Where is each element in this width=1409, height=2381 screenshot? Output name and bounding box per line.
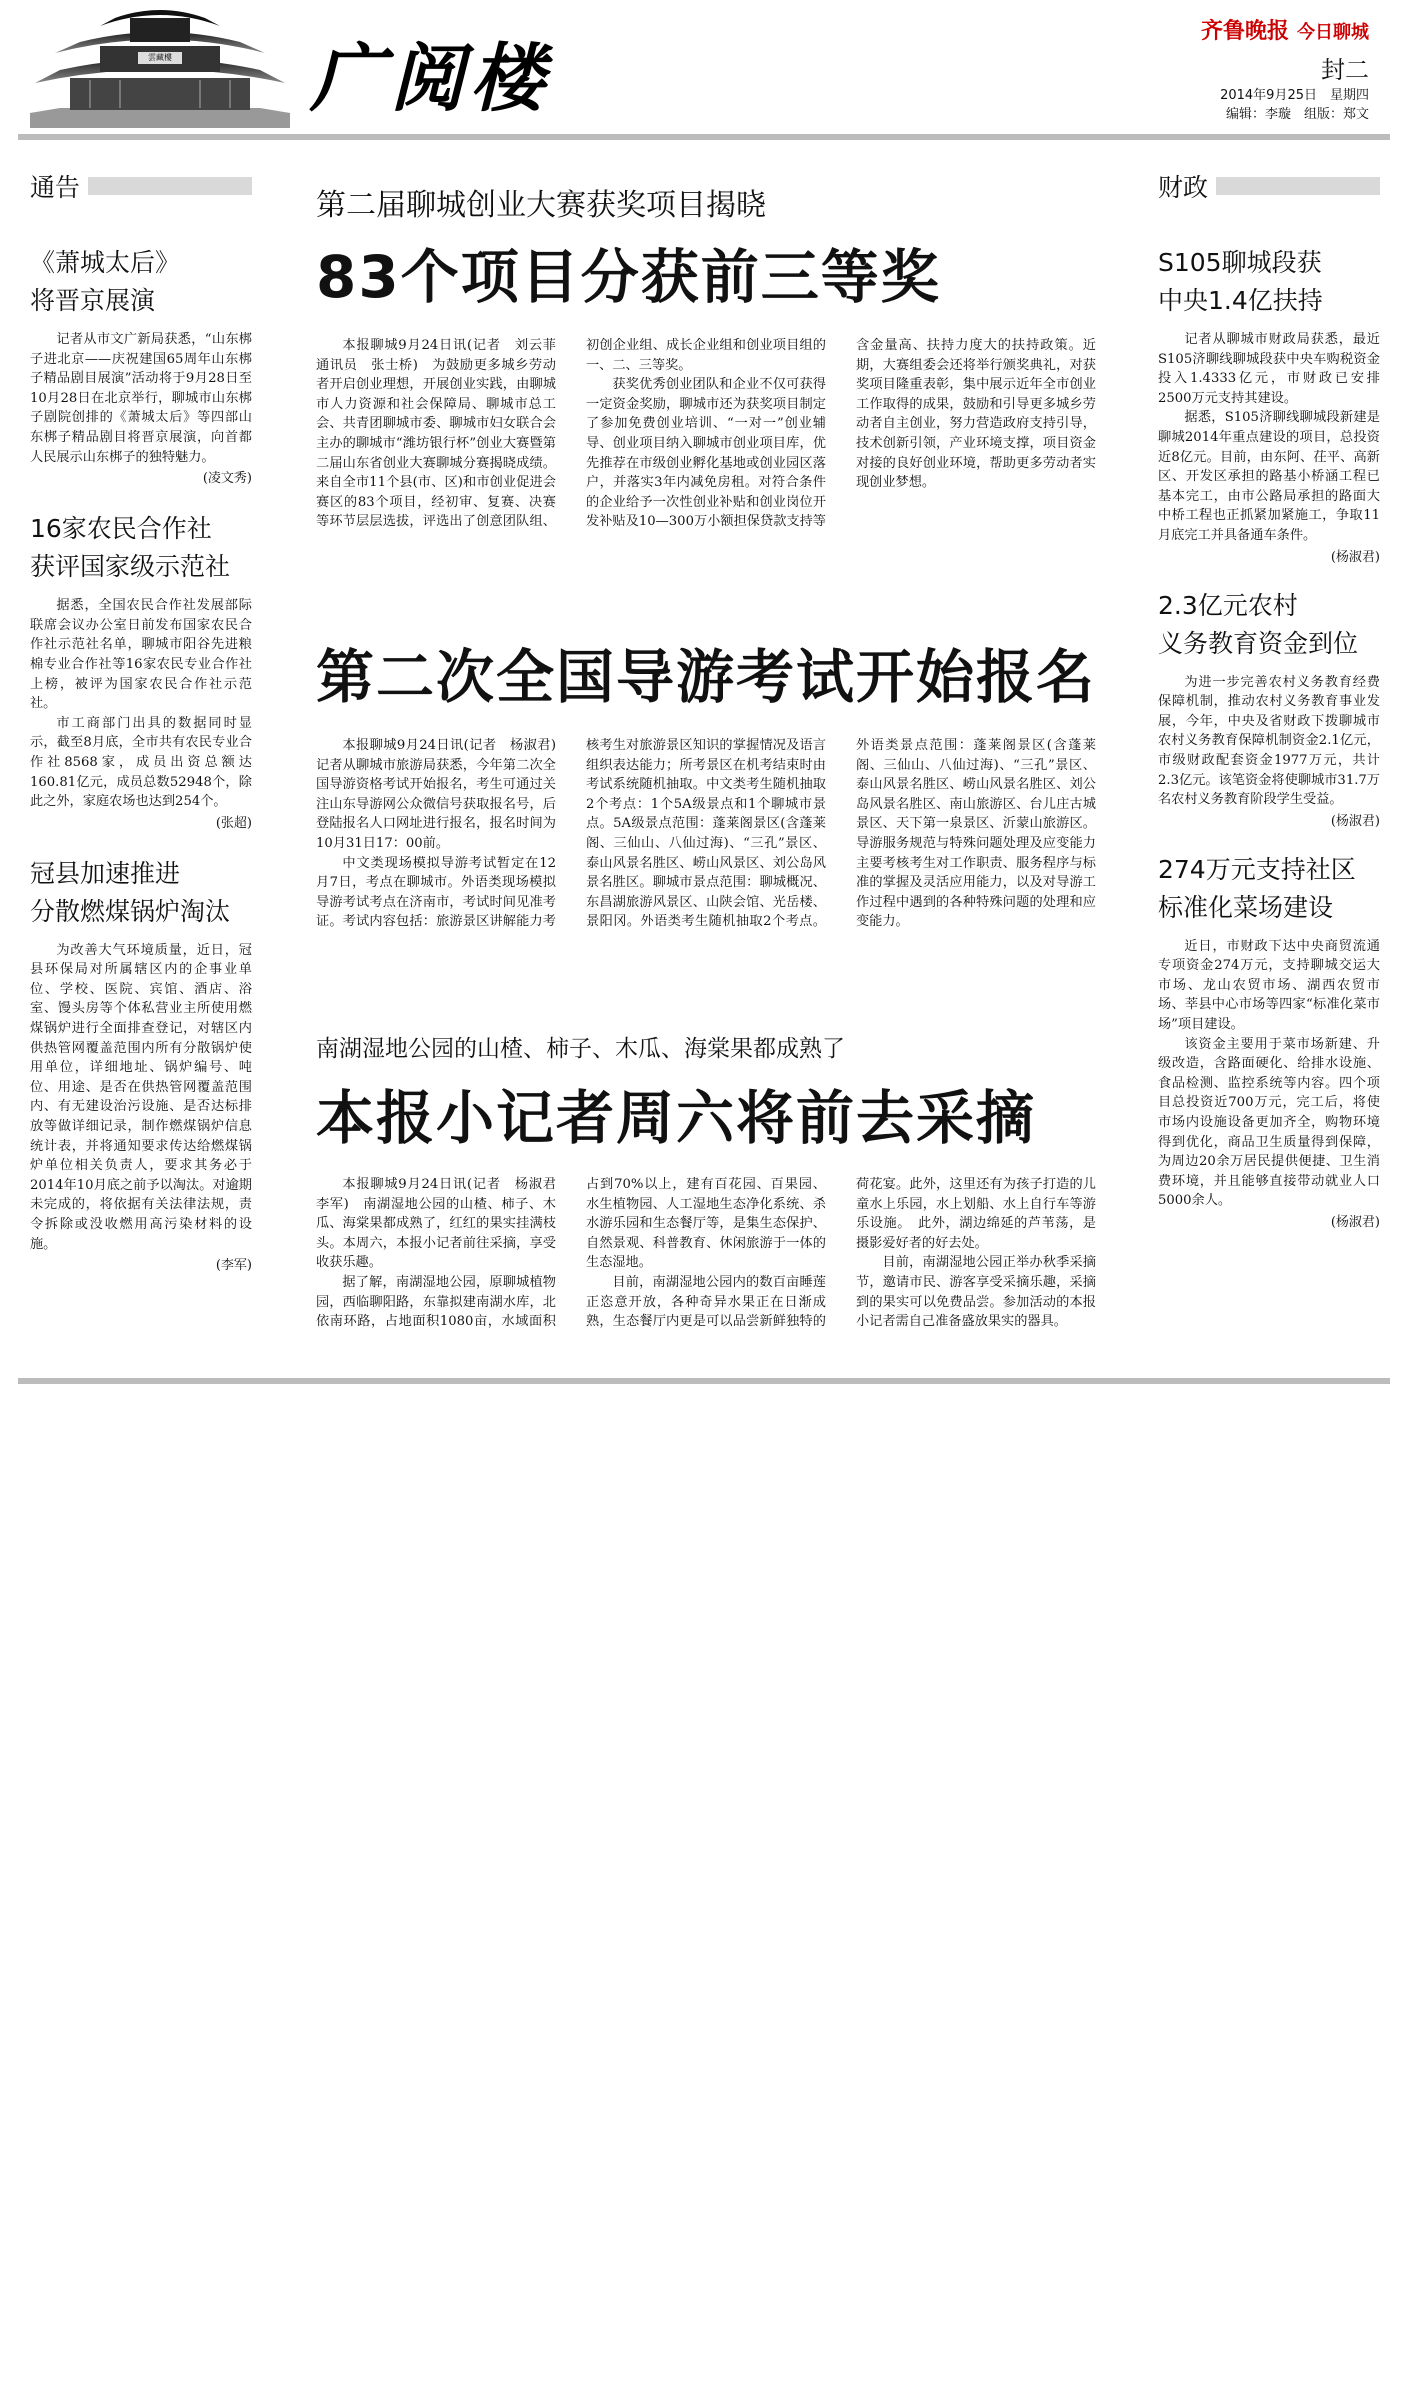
issue-date: 2014年9月25日 星期四 [1220, 88, 1369, 103]
story-body: 本报聊城9月24日讯(记者 杨淑君) 记者从聊城市旅游局获悉，今年第二次全国导游资格考试开始报名，考生可通过关注山东导游网公众微信号获取报名号，后登陆报名人口网址进行报名，报名时间为10月31日17：00前。 中文类现场模拟导游考试暂定在12月7日，考点在聊城市。外语类现场模拟导游考试考点在济南市，考试时间见准考证。考试内容包括：旅游景区讲解能力考核考生对旅游景区知识的掌握情况及语言组织表达能力；所考景区在机考结束时由考试系统随机抽取。中文类考生随机抽取2个考点：1个5A级景点和1个聊城市景点。5A级景点范围：蓬莱阁景区(含蓬莱阁、三仙山、八仙过海)、“三孔”景区、泰山风景名胜区、崂山风景区、刘公岛风景名胜区。聊城市景点范围：聊城概况、东昌湖旅游风景区、山陕会馆、光岳楼、景阳冈。外语类考生随机抽取2个考点。外语类景点范围：蓬莱阁景区(含蓬莱阁、三仙山、八仙过海)、“三孔”景区、泰山风景名胜区、崂山风景名胜区、刘公岛风景名胜区、南山旅游区、台儿庄古城景区、天下第一泉景区、沂蒙山旅游区。导游服务规范与特殊问题处理及应变能力主要考核考生对工作职责、服务程序与标准的掌握及灵活应用能力，以及对导游工作过程中遇到的各种特殊问题的处理和应变能力。 [316, 738, 1096, 930]
article-body: 为改善大气环境质量，近日，冠县环保局对所属辖区内的企事业单位、学校、医院、宾馆、酒店、浴室、馒头房等个体私营业主所使用燃煤锅炉进行全面排查登记，对辖区内供热管网覆盖范围内所有分散锅炉使用单位，详细地址、锅炉编号、吨位、用途、是否在供热管网覆盖范围内、有无建设治污设施、是否达标排放等做详细记录，制作燃煤锅炉信息统计表，并将通知要求传达给燃煤锅炉单位相关负责人，要求其务必于2014年10月底之前予以淘汰。对逾期未完成的，将依据有关法律法规，责令拆除或没收燃用高污染材料的设施。 [30, 942, 252, 1252]
left-article-3 [30, 855, 252, 1274]
right-column [1158, 168, 1380, 1230]
right-article-1 [1158, 244, 1380, 565]
pagoda-sign: 雲藏樓 [148, 53, 172, 62]
section-bar [88, 177, 252, 195]
article-headline: 16家农民合作社 获评国家级示范社 [30, 514, 231, 582]
story-headline: 83个项目分获前三等奖 [316, 243, 941, 311]
left-column [30, 168, 252, 1273]
story-headline: 本报小记者周六将前去采摘 [316, 1084, 1037, 1152]
page-section: 封二 [1321, 56, 1369, 84]
editors: 编辑：李璇 组版：郑文 [1225, 107, 1369, 122]
story-kicker: 第二届聊城创业大赛获奖项目揭晓 [316, 188, 766, 223]
left-section-label: 通告 [30, 173, 81, 202]
byline: (凌文秀) [202, 471, 252, 487]
article-headline: 2.3亿元农村 义务教育资金到位 [1158, 590, 1359, 658]
left-article-2 [30, 510, 252, 831]
article-headline: 《萧城太后》 将晋京展演 [30, 248, 181, 315]
bottom-rule [18, 1378, 1390, 1384]
article-headline: 冠县加速推进 分散燃煤锅炉淘汰 [30, 858, 231, 926]
article-body: 据悉，全国农民合作社发展部际联席会议办公室日前发布国家农民合作社示范社名单，聊城市阳谷先进粮棉专业合作社等16家农民专业合作社上榜，被评为国家农民合作社示范社。 市工商部门出具的数据同时显示，截至8月底，全市共有农民专业合作社8568家，成员出资总额达160.81亿元，成员总数52948个，除此之外，家庭农场也达到254个。 [30, 598, 252, 810]
article-body: 近日，市财政下达中央商贸流通专项资金274万元，支持聊城交运大市场、龙山农贸市场、湖西农贸市场、莘县中心市场等四家“标准化菜市场”项目建设。 该资金主要用于菜市场新建、升级改造，含路面硬化、给排水设施、食品检测、监控系统等内容。四个项目总投资近700万元，完工后，将使市场内设施设备更加齐全，购物环境得到优化，商品卫生质量得到保障，为周边20余万居民提供便捷、卫生消费环境，并且能够直接带动就业人口5000余人。 [1158, 938, 1380, 1209]
brand-sub: 今日聊城 [1297, 22, 1369, 43]
header-meta [1220, 86, 1369, 124]
article-body: 记者从市文广新局获悉，“山东梆子进北京——庆祝建国65周年山东梆子精品剧目展演”活动将于9月28日至10月28日在北京举行，聊城市山东梆子剧院创排的《萧城太后》等四部山东梆子精品剧目将晋京展演，向首都人民展示山东梆子的独特魅力。 [30, 332, 252, 465]
left-article-1 [30, 244, 252, 486]
article-body: 记者从聊城市财政局获悉，最近S105济聊线聊城段获中央车购税资金投入1.4333亿元，市财政已安排2500万元支持其建设。 据悉，S105济聊线聊城段新建是聊城2014年重点建设的项目，总投资近8亿元。目前，由东阿、茌平、高新区、开发区承担的路基小桥涵工程已基本完工，由市公路局承担的路面大中桥工程也正抓紧加紧施工，争取11月底完工并具备通车条件。 [1158, 332, 1380, 543]
article-headline: 274万元支持社区 标准化菜场建设 [1158, 854, 1356, 922]
story-body: 本报聊城9月24日讯(记者 刘云菲 通讯员 张士桥) 为鼓励更多城乡劳动者开启创业理想，开展创业实践，由聊城市人力资源和社会保障局、聊城市总工会、共青团聊城市委、聊城市妇女联合会主办的聊城市“潍坊银行杯”创业大赛暨第二届山东省创业大赛聊城分赛揭晓成绩。来自全市11个县(市、区)和市创业促进会赛区的83个项目，经初审、复赛、决赛等环节层层选拔，评选出了创意团队组、初创企业组、成长企业组和创业项目组的一、二、三等奖。 获奖优秀创业团队和企业不仅可获得一定资金奖励，聊城市还为获奖项目制定了参加免费创业培训、“一对一”创业辅导、创业项目纳入聊城市创业项目库，优先推荐在市级创业孵化基地或创业园区落户，并落实3年内减免房租。对符合条件的企业给予一次性创业补贴和创业岗位开发补贴及10—300万小额担保贷款支持等含金量高、扶持力度大的扶持政策。近期，大赛组委会还将举行颁奖典礼，对获奖项目隆重表彰，集中展示近年全市创业工作取得的成果，鼓励和引导更多城乡劳动者自主创业，努力营造政府支持引导，技术创新引领，产业环境支撑，项目资金对接的良好创业环境，帮助更多劳动者实现创业梦想。 [316, 338, 1096, 530]
byline: (李军) [215, 1258, 252, 1274]
story-entrepreneurship [316, 180, 1096, 596]
story-headline: 第二次全国导游考试开始报名 [316, 643, 1097, 711]
center-column [316, 180, 1096, 1410]
right-section-header [1158, 168, 1380, 204]
story-tour-guide-exam [316, 630, 1096, 1004]
story-fruit-picking [316, 1030, 1096, 1410]
pagoda-illustration [30, 8, 290, 130]
byline: (杨淑君) [1330, 549, 1380, 565]
byline: (杨淑君) [1330, 1215, 1380, 1230]
section-bar [1216, 177, 1380, 195]
byline: (张超) [215, 815, 252, 831]
right-section-label: 财政 [1158, 173, 1209, 202]
right-article-2 [1158, 587, 1380, 829]
newspaper-brand [1201, 14, 1369, 45]
top-rule [18, 134, 1390, 140]
article-body: 为进一步完善农村义务教育经费保障机制，推动农村义务教育事业发展，今年，中央及省财政下拨聊城市农村义务教育保障机制资金2.1亿元，市级财政配套资金1977万元，共计2.3亿元。该笔资金将使聊城市31.7万名农村义务教育阶段学生受益。 [1158, 674, 1380, 808]
byline: (杨淑君) [1330, 813, 1380, 829]
column-title: 广阅楼 [310, 36, 550, 122]
article-headline: S105聊城段获 中央1.4亿扶持 [1158, 248, 1323, 315]
left-section-header [30, 168, 252, 204]
right-article-3 [1158, 851, 1380, 1230]
brand-name: 齐鲁晚报 [1200, 18, 1289, 44]
story-body: 本报聊城9月24日讯(记者 杨淑君 李军) 南湖湿地公园的山楂、柿子、木瓜、海棠果都成熟了，红红的果实挂满枝头。本周六，本报小记者前往采摘，享受收获乐趣。 据了解，南湖湿地公园，原聊城植物园，西临聊阳路，东靠拟建南湖水库，北依南环路，占地面积1080亩，水域面积占到70%以上，建有百花园、百果园、水生植物园、人工湿地生态净化系统、杀水游乐园和生态餐厅等，是集生态保护、自然景观、科普教育、休闲旅游于一体的生态湿地。 目前，南湖湿地公园内的数百亩睡莲正恣意开放，各种奇异水果正在日渐成熟，生态餐厅内更是可以品尝新鲜独特的荷花宴。此外，这里还有为孩子打造的儿童水上乐园，水上划船、水上自行车等游乐设施。 此外，湖边绵延的芦苇荡，是摄影爱好者的好去处。 目前，南湖湿地公园正举办秋季采摘节，邀请市民、游客享受采摘乐趣，采摘到的果实可以免费品尝。参加活动的本报小记者需自己准备盛放果实的器具。 [316, 1177, 1096, 1330]
story-kicker: 南湖湿地公园的山楂、柿子、木瓜、海棠果都成熟了 [316, 1036, 845, 1062]
